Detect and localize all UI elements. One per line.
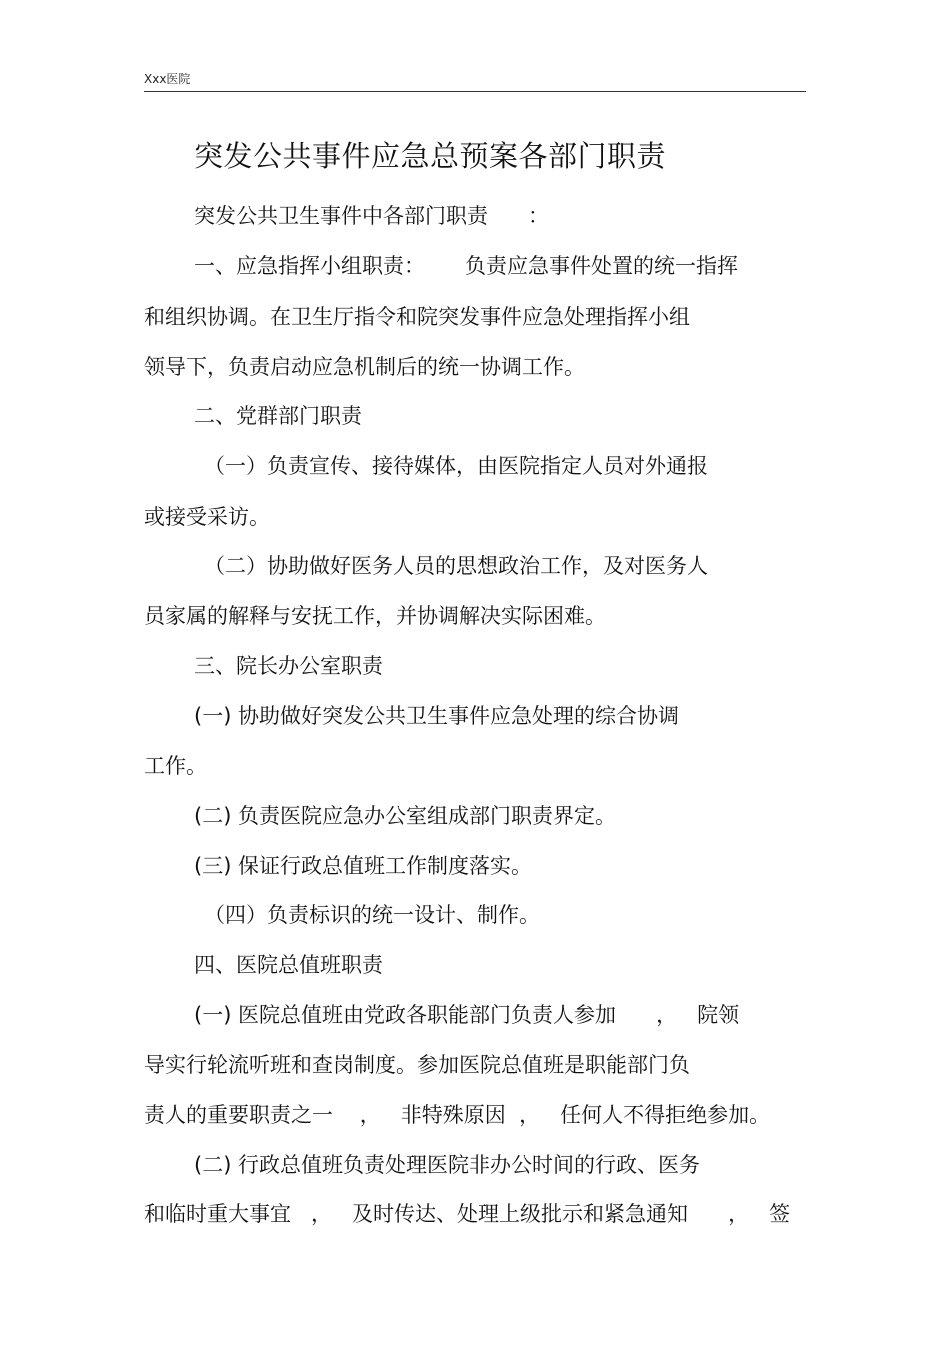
text-line: 四、医院总值班职责 <box>194 953 383 977</box>
text-line: 一、应急指挥小组职责： 负责应急事件处置的统一指挥 <box>194 254 739 278</box>
text-line: (二) 行政总值班负责处理医院非办公时间的行政、医务 <box>194 1153 701 1177</box>
text-line: (二) 负责医院应急办公室组成部门职责界定。 <box>194 804 617 828</box>
text-line: 责人的重要职责之一 ， 非特殊原因 ， 任何人不得拒绝参加。 <box>144 1103 771 1127</box>
page-header: Xxx医院 <box>144 72 191 86</box>
header-rule <box>144 91 806 92</box>
text-line: 二、党群部门职责 <box>194 404 362 428</box>
text-line: 工作。 <box>144 754 207 778</box>
text-line: 和临时重大事宜 ， 及时传达、处理上级批示和紧急通知 ， 签 <box>144 1202 791 1226</box>
text-line: (一) 协助做好突发公共卫生事件应急处理的综合协调 <box>194 704 680 728</box>
text-line: 领导下，负责启动应急机制后的统一协调工作。 <box>144 355 585 379</box>
text-line: （二）协助做好医务人员的思想政治工作，及对医务人 <box>204 554 708 578</box>
text-line: 导实行轮流听班和查岗制度。参加医院总值班是职能部门负 <box>144 1053 690 1077</box>
text-line: (三) 保证行政总值班工作制度落实。 <box>194 854 533 878</box>
text-line: 三、院长办公室职责 <box>194 654 383 678</box>
document-title: 突发公共事件应急总预案各部门职责 <box>194 139 667 173</box>
text-line: （四）负责标识的统一设计、制作。 <box>204 903 540 927</box>
text-line: 员家属的解释与安抚工作，并协调解决实际困难。 <box>144 604 606 628</box>
text-line: （一）负责宣传、接待媒体，由医院指定人员对外通报 <box>204 454 708 478</box>
text-line: 突发公共卫生事件中各部门职责 ： <box>194 204 550 228</box>
text-line: (一) 医院总值班由党政各职能部门负责人参加 ， 院领 <box>194 1003 740 1027</box>
text-line: 和组织协调。在卫生厅指令和院突发事件应急处理指挥小组 <box>144 305 690 329</box>
text-line: 或接受采访。 <box>144 505 270 529</box>
